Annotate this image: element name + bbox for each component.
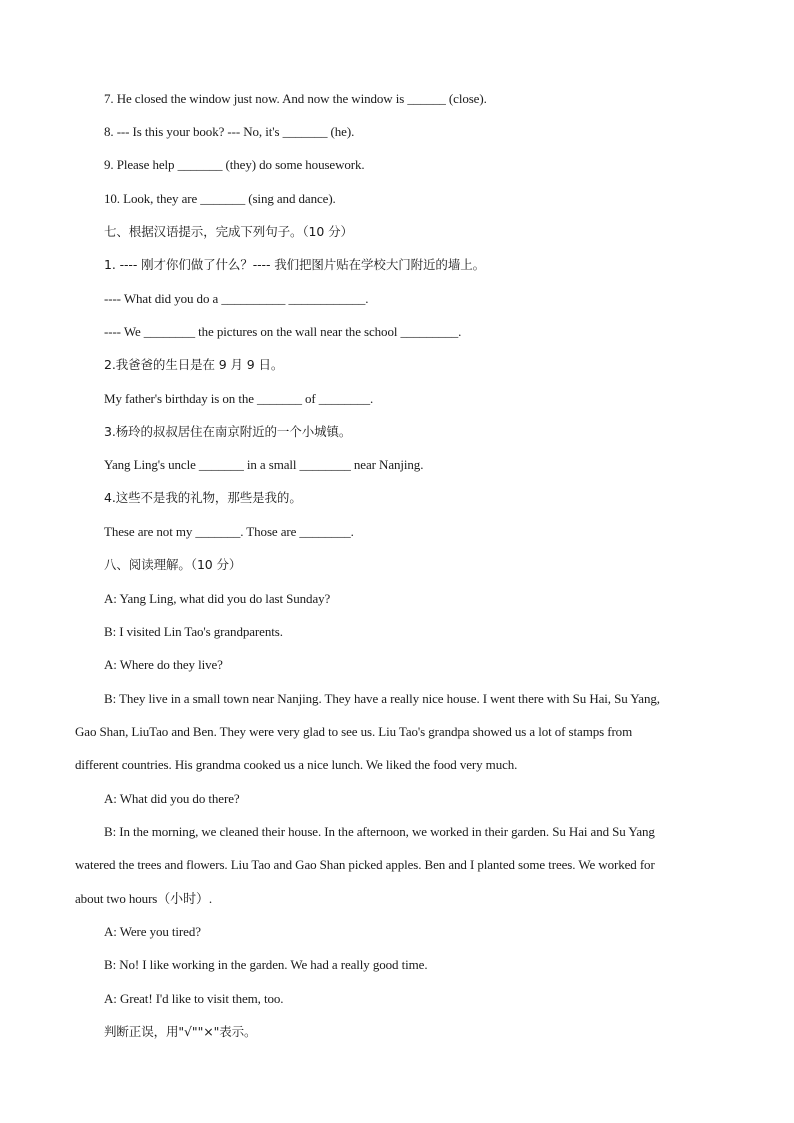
translation-q4-answer: These are not my _______. Those are ________. <box>104 524 354 539</box>
dialogue-line: A: What did you do there? <box>104 791 240 806</box>
question-10: 10. Look, they are _______ (sing and dance). <box>104 191 336 206</box>
dialogue-line: A: Yang Ling, what did you do last Sunday? <box>104 591 331 606</box>
dialogue-line: B: I visited Lin Tao's grandparents. <box>104 624 283 639</box>
dialogue-line: A: Where do they live? <box>104 657 223 672</box>
question-8: 8. --- Is this your book? --- No, it's _______ (he). <box>104 124 355 139</box>
dialogue-line: about two hours（小时）. <box>75 891 213 906</box>
dialogue-line: B: In the morning, we cleaned their house. In the afternoon, we worked in their garden. Su Hai and Su Yang <box>104 824 655 839</box>
dialogue-line: watered the trees and flowers. Liu Tao and Gao Shan picked apples. Ben and I planted some trees. We worked for <box>75 857 655 872</box>
translation-q1-chinese: 1. ---- 刚才你们做了什么？---- 我们把图片贴在学校大门附近的墙上。 <box>104 257 486 272</box>
dialogue-line: different countries. His grandma cooked us a nice lunch. We liked the food very much. <box>75 757 518 772</box>
section-eight-heading: 八、阅读理解。（10 分） <box>104 557 242 572</box>
dialogue-line: B: No! I like working in the garden. We had a really good time. <box>104 957 428 972</box>
translation-q1-answer-a: ---- What did you do a __________ ____________. <box>104 291 369 306</box>
translation-q3-answer: Yang Ling's uncle _______ in a small ________ near Nanjing. <box>104 457 424 472</box>
section-seven-heading: 七、根据汉语提示，完成下列句子。（10 分） <box>104 224 353 239</box>
question-9: 9. Please help _______ (they) do some housework. <box>104 157 365 172</box>
translation-q4-chinese: 4.这些不是我的礼物，那些是我的。 <box>104 490 302 505</box>
translation-q2-chinese: 2.我爸爸的生日是在 9 月 9 日。 <box>104 357 284 372</box>
translation-q3-chinese: 3.杨玲的叔叔居住在南京附近的一个小城镇。 <box>104 424 352 439</box>
question-7: 7. He closed the window just now. And now the window is ______ (close). <box>104 91 487 106</box>
dialogue-line: A: Were you tired? <box>104 924 201 939</box>
translation-q2-answer: My father's birthday is on the _______ of ________. <box>104 391 374 406</box>
dialogue-line: Gao Shan, LiuTao and Ben. They were very glad to see us. Liu Tao's grandpa showed us a lot of stamps from <box>75 724 633 739</box>
dialogue-line: B: They live in a small town near Nanjing. They have a really nice house. I went there with Su Hai, Su Yang, <box>104 691 660 706</box>
dialogue-line: A: Great! I'd like to visit them, too. <box>104 991 284 1006</box>
true-false-instruction: 判断正误，用"√""×"表示。 <box>104 1024 257 1039</box>
translation-q1-answer-b: ---- We ________ the pictures on the wall near the school _________. <box>104 324 462 339</box>
